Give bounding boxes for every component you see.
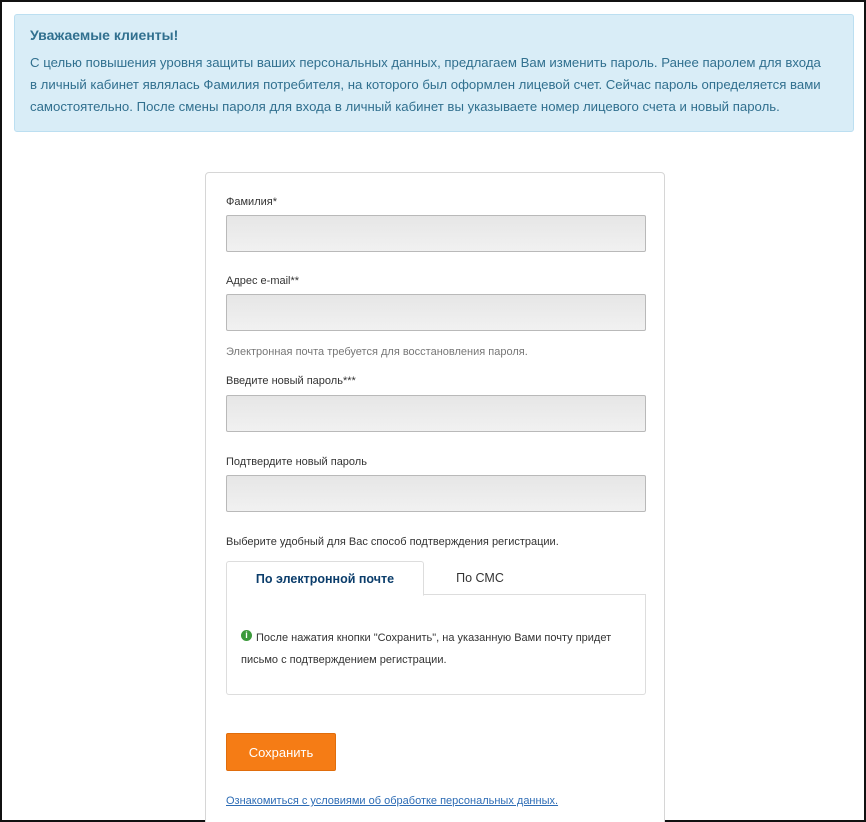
email-tab-pane — [226, 595, 646, 695]
alert-line: самостоятельно. После смены пароля для входа в личный кабинет вы указываете номер лицевого счета и новый пароль. — [30, 99, 780, 114]
confirmation-method-label: Выберите удобный для Вас способ подтверждения регистрации. — [226, 536, 559, 548]
alert-line: С целью повышения уровня защиты ваших персональных данных, предлагаем Вам изменить пароль. Ранее паролем для входа — [30, 55, 821, 70]
info-alert — [14, 14, 854, 132]
privacy-policy-link[interactable]: Ознакомиться с условиями об обработке персональных данных. — [226, 795, 559, 807]
surname-input[interactable] — [226, 215, 646, 252]
confirm-password-input[interactable] — [226, 475, 646, 512]
alert-line: в личный кабинет являлась Фамилия потребителя, на которого был оформлен лицевой счет. Сейчас пароль определяется вами — [30, 77, 821, 92]
alert-title: Уважаемые клиенты! — [30, 27, 179, 43]
confirmation-tabs — [226, 561, 646, 595]
email-pane-text: После нажатия кнопки "Сохранить", на указанную Вами почту придет письмо с подтверждением регистрации. — [241, 632, 612, 666]
info-circle-icon: i — [241, 630, 252, 641]
password-change-form — [205, 172, 665, 822]
email-help-text: Электронная почта требуется для восстановления пароля. — [226, 346, 528, 358]
surname-label: Фамилия* — [226, 196, 277, 208]
email-input[interactable] — [226, 294, 646, 331]
new-password-input[interactable] — [226, 395, 646, 432]
new-password-label: Введите новый пароль*** — [226, 375, 356, 387]
tab-email[interactable]: По электронной почте — [226, 561, 424, 596]
save-button[interactable]: Сохранить — [226, 733, 336, 771]
email-label: Адрес e-mail** — [226, 275, 300, 287]
alert-body — [30, 52, 838, 118]
tab-sms[interactable]: По СМС — [456, 571, 504, 585]
confirm-password-label: Подтвердите новый пароль — [226, 456, 367, 468]
